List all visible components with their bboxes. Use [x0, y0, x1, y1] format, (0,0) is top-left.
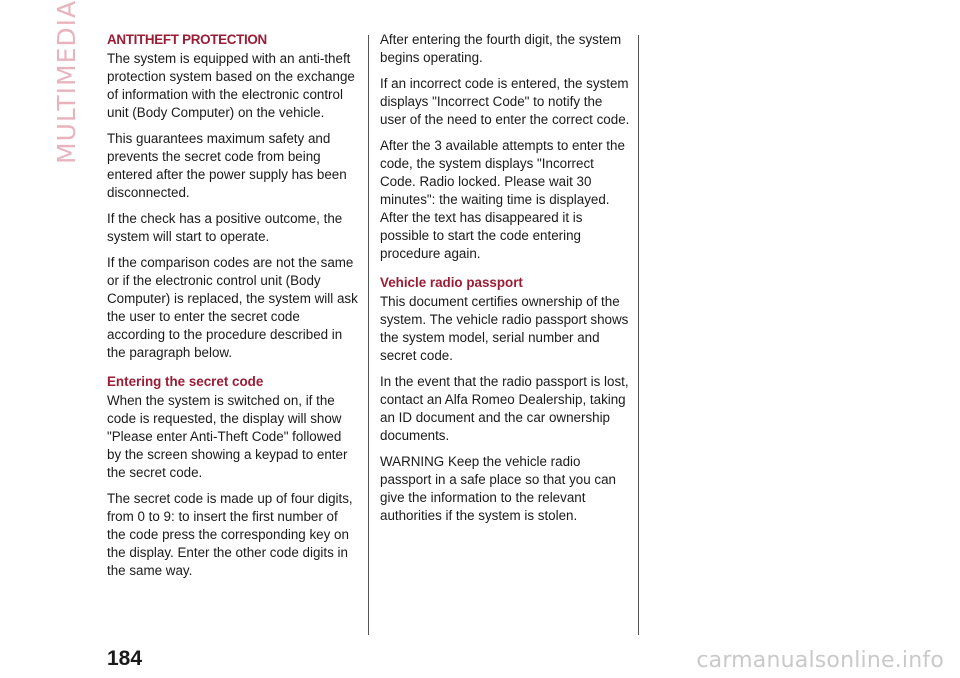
paragraph: When the system is switched on, if the code is requested, the display will show "Please enter Anti-Theft Code" followed by the screen showing a keypad to enter the secret code.: [107, 393, 348, 480]
paragraph: WARNING Keep the vehicle radio passport in a safe place so that you can give the information to the relevant authorities if the system is stolen.: [380, 454, 616, 523]
paragraph: After the 3 available attempts to enter the code, the system displays "Incorrect Code. Radio locked. Please wait 30 minutes": the waiting time is displayed. After the text has disappeared it is possible to start the code entering procedure again.: [380, 138, 625, 261]
paragraph: If the comparison codes are not the same or if the electronic control unit (Body Computer) is replaced, the system will ask the user to enter the secret code according to the procedure described in the paragraph below.: [107, 255, 358, 360]
section-heading: ANTITHEFT PROTECTION: [107, 32, 267, 47]
subheading: Vehicle radio passport: [380, 275, 523, 290]
section-label: MULTIMEDIA: [52, 0, 81, 164]
paragraph: This guarantees maximum safety and prevents the secret code from being entered after the power supply has been disconnected.: [107, 131, 347, 200]
left-column: [107, 31, 359, 588]
right-column: [380, 31, 632, 533]
page-number: 184: [107, 647, 143, 670]
watermark: carmanualsonline.info: [696, 648, 944, 673]
paragraph: After entering the fourth digit, the system begins operating.: [380, 32, 622, 65]
paragraph: If an incorrect code is entered, the system displays "Incorrect Code" to notify the user of the need to enter the correct code.: [380, 76, 630, 127]
column-divider: [638, 35, 639, 635]
paragraph: The system is equipped with an anti-theft protection system based on the exchange of information with the electronic control unit (Body Computer) on the vehicle.: [107, 51, 355, 120]
column-divider: [368, 35, 369, 635]
paragraph: The secret code is made up of four digits, from 0 to 9: to insert the first number of the code press the corresponding key on the display. Enter the other code digits in the same way.: [107, 491, 353, 578]
paragraph: If the check has a positive outcome, the system will start to operate.: [107, 211, 343, 244]
paragraph: This document certifies ownership of the system. The vehicle radio passport shows the system model, serial number and secret code.: [380, 294, 629, 363]
subheading: Entering the secret code: [107, 374, 264, 389]
paragraph: In the event that the radio passport is lost, contact an Alfa Romeo Dealership, taking an ID document and the car ownership documents.: [380, 374, 629, 443]
